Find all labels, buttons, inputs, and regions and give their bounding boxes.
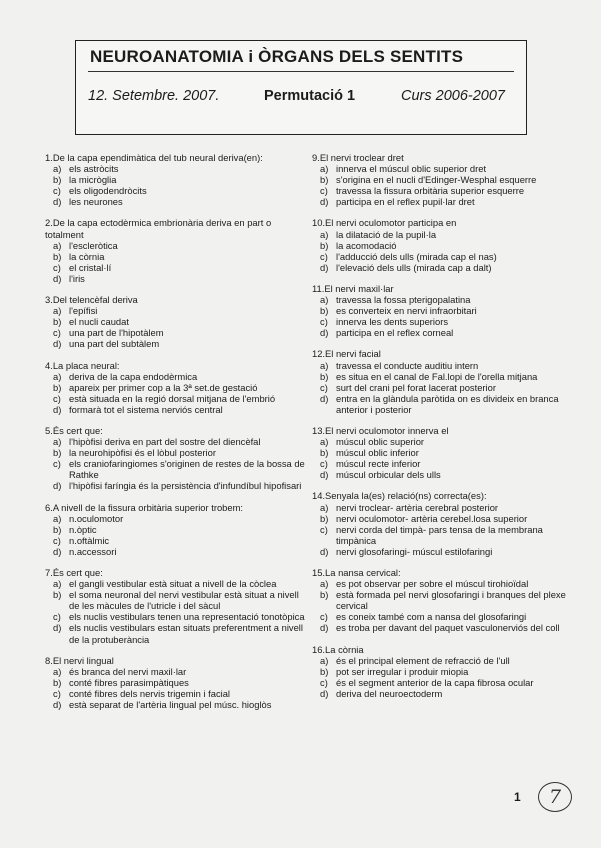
option-text: formarà tot el sistema nerviós central: [69, 403, 223, 415]
option-letter: c): [53, 458, 61, 470]
questions-column-right: [312, 152, 570, 709]
option-letter: d): [53, 338, 62, 350]
option-text: és el principal element de refracció de l'ull: [336, 654, 510, 666]
answer-option: [45, 535, 307, 546]
option-letter: a): [320, 501, 329, 513]
option-text: es troba per davant del paquet vasculonerviós del coll: [336, 622, 560, 634]
answer-option: [45, 524, 307, 535]
question-11: [312, 283, 570, 338]
answer-option: [312, 436, 570, 447]
option-letter: d): [53, 196, 62, 208]
title-underline: [88, 71, 514, 72]
option-letter: c): [53, 534, 61, 546]
answer-option: [312, 655, 570, 666]
option-letter: a): [53, 163, 62, 175]
exam-header: [75, 40, 527, 135]
answer-option: [312, 393, 570, 415]
answer-options: [312, 360, 570, 415]
option-text: deriva del neuroectoderm: [336, 687, 443, 699]
question-14: [312, 490, 570, 557]
option-text: la dilatació de la pupil·la: [336, 228, 437, 240]
question-4: [45, 360, 307, 415]
answer-options: [45, 305, 307, 349]
answer-option: [312, 229, 570, 240]
answer-option: [45, 251, 307, 262]
answer-option: [312, 251, 570, 262]
option-letter: b): [320, 589, 329, 601]
answer-option: [312, 382, 570, 393]
option-text: conté fibres parasimpàtiques: [69, 676, 189, 688]
option-text: deriva de la capa endodèrmica: [69, 370, 198, 382]
answer-options: [312, 229, 570, 273]
answer-option: [45, 371, 307, 382]
option-letter: d): [53, 403, 62, 415]
option-text: surt del crani pel forat lacerat posterior: [336, 381, 496, 393]
option-text: es pot observar per sobre el múscul tirohioïdal: [336, 578, 529, 590]
option-text: múscul oblic inferior: [336, 447, 419, 459]
question-stem: 2.De la capa ectodèrmica embrionària deriva en part o totalment: [45, 217, 272, 240]
answer-option: [45, 458, 307, 480]
question-stem: 14.Senyala la(es) relació(ns) correcta(es):: [312, 490, 487, 502]
answer-option: [312, 502, 570, 513]
option-letter: b): [53, 447, 62, 459]
answer-option: [312, 469, 570, 480]
option-text: nervi corda del timpà- pars tensa de la membrana timpànica: [336, 523, 543, 546]
answer-option: [45, 163, 307, 174]
option-text: nervi troclear- artèria cerebral posterior: [336, 501, 499, 513]
answer-option: [45, 688, 307, 699]
option-letter: a): [320, 578, 329, 590]
option-text: es coneix també com a nansa del glosofaringi: [336, 611, 527, 623]
question-stem: 5.És cert que:: [45, 424, 103, 436]
answer-option: [312, 163, 570, 174]
option-letter: a): [320, 654, 329, 666]
option-letter: a): [53, 370, 62, 382]
question-stem: 15.La nansa cervical:: [312, 567, 401, 578]
answer-option: [312, 666, 570, 677]
answer-option: [45, 480, 307, 491]
answer-option: [312, 447, 570, 458]
option-letter: c): [320, 458, 328, 470]
option-text: és branca del nervi maxil·lar: [69, 665, 187, 677]
option-letter: d): [53, 480, 62, 492]
question-stem: 9.El nervi troclear dret: [312, 152, 404, 163]
option-text: es situa en el canal de Fal.lopi de l'orella mitjana: [336, 370, 538, 382]
question-stem: 4.La placa neural:: [45, 359, 120, 371]
question-7: [45, 567, 307, 645]
answer-option: [45, 513, 307, 524]
option-letter: a): [53, 512, 62, 524]
answer-option: [45, 305, 307, 316]
answer-option: [312, 589, 570, 611]
option-text: el soma neuronal del nervi vestibular està situat a nivell de les màcules de l'utricle i del sàcul: [69, 589, 299, 612]
answer-option: [312, 174, 570, 185]
option-letter: a): [320, 436, 329, 448]
question-8: [45, 655, 307, 710]
option-letter: c): [53, 687, 61, 699]
answer-options: [312, 294, 570, 338]
option-text: travessa la fissura orbitària superior esquerre: [336, 185, 525, 197]
question-stem: 12.El nervi facial: [312, 348, 381, 360]
answer-option: [45, 622, 307, 644]
answer-option: [45, 240, 307, 251]
option-text: múscul oblic superior: [336, 436, 425, 448]
answer-option: [45, 546, 307, 557]
answer-option: [45, 611, 307, 622]
option-letter: a): [53, 239, 62, 251]
answer-option: [45, 578, 307, 589]
option-text: l'iris: [69, 272, 85, 284]
option-text: participa en el reflex corneal: [336, 327, 454, 339]
answer-options: [45, 578, 307, 645]
option-text: la micròglia: [69, 174, 117, 186]
option-letter: c): [320, 250, 328, 262]
question-stem: 8.El nervi lingual: [45, 654, 114, 666]
question-stem: 3.Del telencèfal deriva: [45, 294, 138, 306]
answer-option: [312, 371, 570, 382]
questions-column-left: [45, 152, 307, 720]
answer-options: [312, 163, 570, 207]
answer-options: [45, 666, 307, 710]
option-text: n.oftàlmic: [69, 534, 110, 546]
option-text: l'hipòfisi faríngia és la persistència d'infundíbul hipofisari: [69, 480, 302, 492]
answer-option: [312, 327, 570, 338]
option-text: entra en la glàndula paròtida on es divideix en branca anterior i posterior: [336, 392, 559, 415]
option-letter: b): [320, 239, 329, 251]
option-text: innerva el múscul oblic superior dret: [336, 163, 487, 175]
answer-option: [45, 436, 307, 447]
answer-option: [312, 262, 570, 273]
option-text: els oligodendròcits: [69, 185, 147, 197]
option-letter: b): [53, 589, 62, 601]
question-10: [312, 217, 570, 272]
question-stem: 10.El nervi oculomotor participa en: [312, 217, 457, 229]
option-letter: b): [320, 174, 329, 186]
exam-date: 12. Setembre. 2007.: [88, 88, 220, 104]
question-3: [45, 294, 307, 349]
answer-option: [45, 699, 307, 710]
option-letter: d): [320, 545, 329, 557]
option-letter: d): [53, 545, 62, 557]
answer-options: [312, 502, 570, 557]
answer-options: [45, 513, 307, 557]
option-text: el cristal·lí: [69, 261, 112, 273]
option-text: els craniofaringiomes s'originen de restes de la bossa de Rathke: [69, 458, 305, 481]
option-letter: b): [53, 523, 62, 535]
question-stem: 1.De la capa ependimàtica del tub neural deriva(en):: [45, 152, 263, 163]
answer-options: [45, 240, 307, 284]
answer-option: [312, 360, 570, 371]
option-letter: b): [320, 665, 329, 677]
question-5: [45, 425, 307, 492]
option-letter: a): [53, 305, 62, 317]
answer-option: [45, 196, 307, 207]
option-text: l'epífisi: [69, 305, 98, 317]
answer-option: [312, 240, 570, 251]
question-stem: 13.El nervi oculomotor innerva el: [312, 424, 449, 436]
option-text: travessa el conducte auditiu intern: [336, 359, 479, 371]
exam-permutation: Permutació 1: [264, 88, 356, 104]
question-2: [45, 217, 307, 284]
answer-option: [312, 305, 570, 316]
option-letter: c): [53, 611, 61, 623]
option-letter: a): [320, 228, 329, 240]
option-text: conté fibres dels nervis trigemin i facial: [69, 687, 231, 699]
question-stem: 6.A nivell de la fissura orbitària superior trobem:: [45, 501, 244, 513]
question-1: [45, 152, 307, 207]
option-letter: d): [53, 699, 62, 711]
option-text: el nucli caudat: [69, 316, 129, 328]
question-13: [312, 425, 570, 480]
answer-option: [45, 666, 307, 677]
option-letter: d): [320, 392, 329, 404]
option-letter: d): [320, 687, 329, 699]
answer-option: [45, 589, 307, 611]
question-15: [312, 567, 570, 634]
option-letter: d): [320, 622, 329, 634]
answer-option: [312, 688, 570, 699]
option-text: n.oculomotor: [69, 512, 124, 524]
option-letter: b): [53, 381, 62, 393]
option-letter: b): [53, 174, 62, 186]
option-text: una part de l'hipotàlem: [69, 327, 164, 339]
option-letter: b): [53, 316, 62, 328]
option-letter: a): [320, 359, 329, 371]
option-text: múscul recte inferior: [336, 458, 421, 470]
option-letter: d): [320, 327, 329, 339]
option-text: les neurones: [69, 196, 123, 208]
question-stem: 7.És cert que:: [45, 567, 103, 578]
option-letter: a): [53, 436, 62, 448]
option-letter: b): [320, 512, 329, 524]
option-text: n.accessori: [69, 545, 117, 557]
question-stem: 11.El nervi maxil·lar: [312, 282, 394, 294]
option-text: s'origina en el nucli d'Edinger-Wesphal esquerre: [336, 174, 537, 186]
option-text: està situada en la regió dorsal mitjana de l'embrió: [69, 392, 276, 404]
question-stem: 16.La còrnia: [312, 643, 364, 655]
option-letter: d): [320, 261, 329, 273]
answer-option: [45, 393, 307, 404]
option-text: es converteix en nervi infraorbitari: [336, 305, 477, 317]
option-letter: d): [53, 622, 62, 634]
answer-option: [45, 677, 307, 688]
option-letter: d): [320, 196, 329, 208]
option-text: l'escleròtica: [69, 239, 118, 251]
answer-option: [45, 262, 307, 273]
option-letter: d): [53, 272, 62, 284]
answer-options: [312, 655, 570, 699]
option-text: innerva les dents superiors: [336, 316, 449, 328]
answer-option: [312, 185, 570, 196]
option-text: n.òptic: [69, 523, 97, 535]
option-letter: c): [53, 392, 61, 404]
option-letter: a): [53, 578, 62, 590]
question-16: [312, 644, 570, 699]
answer-options: [45, 371, 307, 415]
answer-option: [45, 447, 307, 458]
question-9: [312, 152, 570, 207]
answer-option: [312, 546, 570, 557]
option-text: múscul orbicular dels ulls: [336, 469, 441, 481]
answer-option: [312, 622, 570, 633]
option-text: l'elevació dels ulls (mirada cap a dalt): [336, 261, 492, 273]
answer-option: [312, 611, 570, 622]
option-text: els astròcits: [69, 163, 119, 175]
option-text: l'adducció dels ulls (mirada cap el nas): [336, 250, 497, 262]
answer-option: [45, 404, 307, 415]
option-text: nervi oculomotor- artèria cerebel.losa superior: [336, 512, 528, 524]
answer-option: [45, 174, 307, 185]
option-text: participa en el reflex pupil·lar dret: [336, 196, 475, 208]
option-text: és el segment anterior de la capa fibrosa ocular: [336, 676, 534, 688]
option-letter: c): [320, 316, 328, 328]
option-letter: b): [320, 305, 329, 317]
option-letter: b): [320, 370, 329, 382]
answer-option: [45, 316, 307, 327]
option-text: està formada pel nervi glosofaringi i branques del plexe cervical: [336, 589, 566, 612]
question-6: [45, 502, 307, 557]
answer-option: [312, 196, 570, 207]
option-letter: c): [320, 611, 328, 623]
answer-options: [312, 436, 570, 480]
handwritten-grade-mark: 7: [538, 782, 572, 812]
option-letter: a): [320, 294, 329, 306]
answer-option: [312, 294, 570, 305]
option-letter: c): [320, 381, 328, 393]
answer-option: [312, 578, 570, 589]
answer-option: [45, 327, 307, 338]
option-text: una part del subtàlem: [69, 338, 160, 350]
option-text: apareix per primer cop a la 3ª set.de gestació: [69, 381, 258, 393]
option-letter: c): [320, 523, 328, 535]
option-letter: a): [320, 163, 329, 175]
question-12: [312, 348, 570, 415]
option-text: nervi glosofaringi- múscul estilofaringi: [336, 545, 493, 557]
answer-option: [312, 458, 570, 469]
page-number: 1: [514, 790, 521, 804]
answer-option: [312, 513, 570, 524]
option-letter: c): [320, 676, 328, 688]
option-letter: a): [53, 665, 62, 677]
answer-options: [45, 163, 307, 207]
answer-option: [45, 338, 307, 349]
option-text: està separat de l'artèria lingual pel músc. hioglòs: [69, 699, 272, 711]
option-text: la còrnia: [69, 250, 105, 262]
answer-options: [312, 578, 570, 633]
option-text: l'hipòfisi deriva en part del sostre del diencèfal: [69, 436, 261, 448]
answer-options: [45, 436, 307, 491]
option-text: pot ser irregular i produir miopia: [336, 665, 469, 677]
answer-option: [312, 524, 570, 546]
option-letter: c): [53, 261, 61, 273]
option-letter: b): [320, 447, 329, 459]
option-letter: b): [53, 250, 62, 262]
option-text: els nuclis vestibulars tenen una representació tonotòpica: [69, 611, 305, 623]
answer-option: [45, 382, 307, 393]
answer-option: [45, 185, 307, 196]
exam-course: Curs 2006-2007: [401, 88, 505, 104]
option-letter: b): [53, 676, 62, 688]
option-text: la neurohipòfisi és el lòbul posterior: [69, 447, 216, 459]
answer-option: [312, 677, 570, 688]
option-text: la acomodació: [336, 239, 397, 251]
option-letter: c): [320, 185, 328, 197]
option-text: el gangli vestibular està situat a nivell de la còclea: [69, 578, 277, 590]
option-letter: c): [53, 327, 61, 339]
option-text: els nuclis vestibulars estan situats preferentment a nivell de la protuberància: [69, 622, 303, 645]
answer-option: [312, 316, 570, 327]
option-text: travessa la fossa pterigopalatina: [336, 294, 471, 306]
option-letter: c): [53, 185, 61, 197]
option-letter: d): [320, 469, 329, 481]
exam-title: NEUROANATOMIA i ÒRGANS DELS SENTITS: [90, 47, 464, 66]
answer-option: [45, 273, 307, 284]
